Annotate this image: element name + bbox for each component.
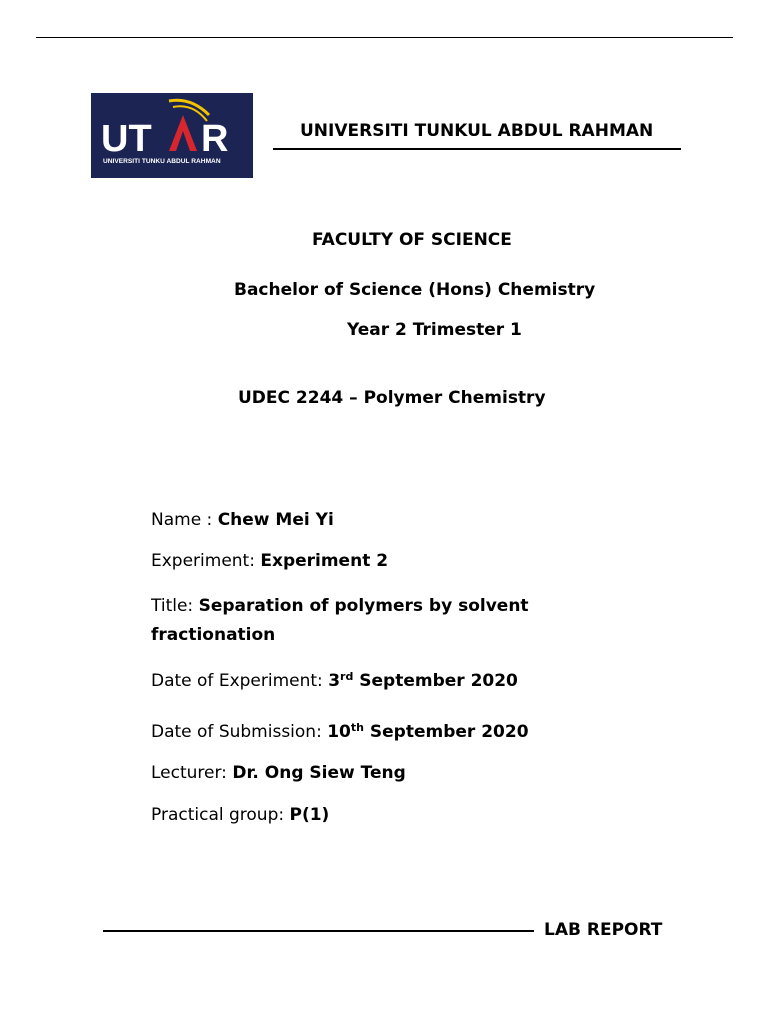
date-experiment-suffix: rd [340,670,354,683]
lecturer-label: Lecturer: [151,763,233,783]
date-experiment-field [151,670,518,691]
date-submission-suffix: th [350,721,364,734]
date-submission-day: 10 [327,722,351,742]
university-underline [273,148,681,150]
date-experiment-day: 3 [328,671,341,691]
programme-heading: Bachelor of Science (Hons) Chemistry [234,280,596,300]
course-heading: UDEC 2244 – Polymer Chemistry [238,388,546,408]
title-value-line1: Separation of polymers by solvent [198,596,529,616]
practical-group-label: Practical group: [151,805,290,825]
date-submission-rest: September 2020 [363,722,529,742]
date-experiment-rest: September 2020 [353,671,518,691]
footer-rule [103,930,534,932]
logo-subtext: UNIVERSITI TUNKU ABDUL RAHMAN [103,158,221,165]
date-submission-field [151,721,529,742]
name-value: Chew Mei Yi [217,510,334,530]
lecturer-value: Dr. Ong Siew Teng [232,763,406,783]
lecturer-field [151,763,406,783]
practical-group-value: P(1) [289,805,330,825]
logo-text-ut: UT [101,118,152,160]
top-rule [36,37,733,38]
date-submission-label: Date of Submission: [151,722,328,742]
university-name: UNIVERSITI TUNKUL ABDUL RAHMAN [300,121,654,141]
experiment-value: Experiment 2 [260,551,389,571]
experiment-field [151,551,388,571]
title-field [151,592,529,650]
name-label: Name : [151,510,218,530]
lab-report-label: LAB REPORT [544,920,663,940]
name-field [151,510,334,530]
title-value-line2: fractionation [151,625,276,645]
utar-logo [91,93,253,178]
year-heading: Year 2 Trimester 1 [347,320,522,340]
faculty-heading: FACULTY OF SCIENCE [312,230,512,250]
practical-group-field [151,805,329,825]
title-label: Title: [151,596,199,616]
date-experiment-label: Date of Experiment: [151,671,329,691]
experiment-label: Experiment: [151,551,261,571]
logo-text-r: R [201,118,229,160]
